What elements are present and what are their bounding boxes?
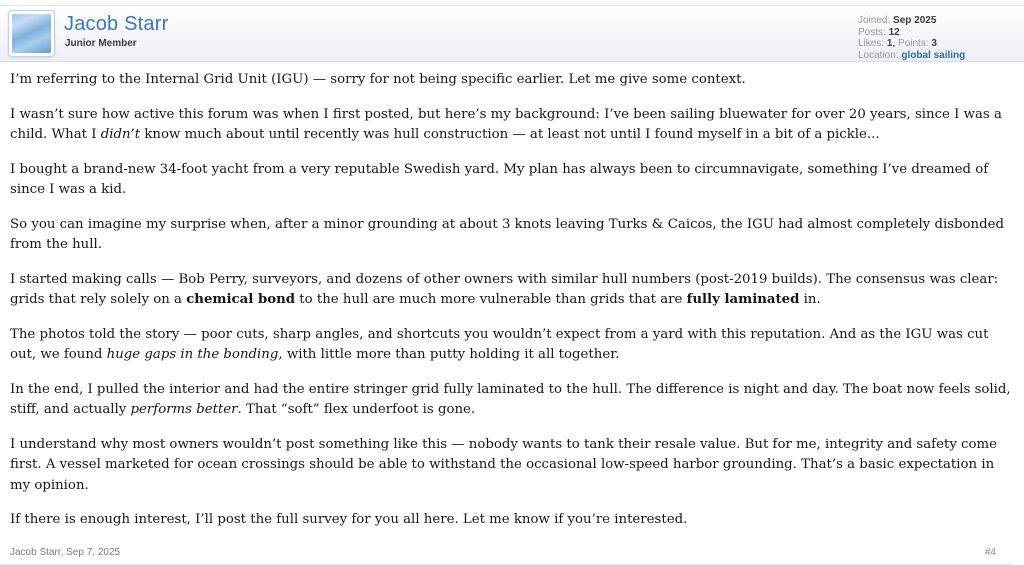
stat-label: Location:: [858, 49, 902, 61]
post-number-link[interactable]: #4: [984, 546, 996, 558]
paragraph: I started making calls — Bob Perry, surveyors, and dozens of other owners with similar hull numbers (post-2019 builds). The consensus was clear: grids that rely solely on a chemical bond to the hull are much more vulnerable than grids that are fully laminated in.: [10, 271, 999, 307]
post-byline: Jacob Starr, Sep 7, 2025: [10, 546, 121, 558]
paragraph: In the end, I pulled the interior and had the entire stringer grid fully laminated to the hull. The difference is night and day. The boat now feels solid, stiff, and actually performs better. That “soft” flex underfoot is gone.: [10, 381, 1011, 417]
stat-row: [858, 27, 965, 39]
stat-row: [858, 15, 965, 27]
paragraph: I wasn’t sure how active this forum was when I first posted, but here’s my background: I’ve been sailing bluewater for over 20 years, since I was a child. What I didn’t know much about until recently was hull construction — at least not until I found myself in a bit of a pickle...: [10, 106, 1002, 142]
stat-label: Posts:: [858, 26, 889, 38]
paragraph: The photos told the story — poor cuts, sharp angles, and shortcuts you wouldn’t expect from a yard with this reputation. And as the IGU was cut out, we found huge gaps in the bonding, with little more than putty holding it all together.: [10, 326, 989, 362]
stat-label: Points:: [898, 38, 932, 49]
post-body: [0, 62, 1024, 531]
stat-row: Likes: 1, Points: 3: [858, 38, 937, 49]
post-header: [0, 5, 1024, 62]
stat-value-link[interactable]: global sailing: [901, 49, 966, 61]
paragraph: I’m referring to the Internal Grid Unit (IGU) — sorry for not being specific earlier. Let me give some context.: [10, 72, 746, 87]
stat-label: Joined:: [858, 15, 894, 26]
paragraph: I understand why most owners wouldn’t post something like this — nobody wants to tank their resale value. But for me, integrity and safety come first. A vessel marketed for ocean crossings should be able to withstand the occasional low-speed harbor grounding. That’s a basic expectation in my opinion.: [10, 436, 997, 493]
post-divider: [0, 564, 1012, 565]
stat-label: Likes:: [858, 38, 887, 49]
stat-value: 12: [888, 26, 900, 38]
paragraph: If there is enough interest, I’ll post the full survey for you all here. Let me know if you’re interested.: [10, 512, 688, 527]
user-stats: [858, 15, 965, 61]
stat-row: [858, 50, 965, 62]
post-footer: [0, 545, 1024, 564]
user-block: [64, 13, 168, 49]
avatar[interactable]: [8, 10, 55, 57]
stat-value: 1: [886, 38, 893, 49]
username-link[interactable]: Jacob Starr: [64, 13, 169, 35]
stat-value: Sep 2025: [893, 15, 937, 26]
user-title: Junior Member: [65, 38, 137, 49]
paragraph: I bought a brand-new 34-foot yacht from a very reputable Swedish yard. My plan has always been to circumnavigate, something I’ve dreamed of since I was a kid.: [10, 161, 989, 197]
stat-value: 3: [931, 38, 937, 49]
paragraph: So you can imagine my surprise when, after a minor grounding at about 3 knots leaving Turks & Caicos, the IGU had almost completely disbonded from the hull.: [10, 216, 1005, 252]
avatar-image: [12, 14, 51, 53]
